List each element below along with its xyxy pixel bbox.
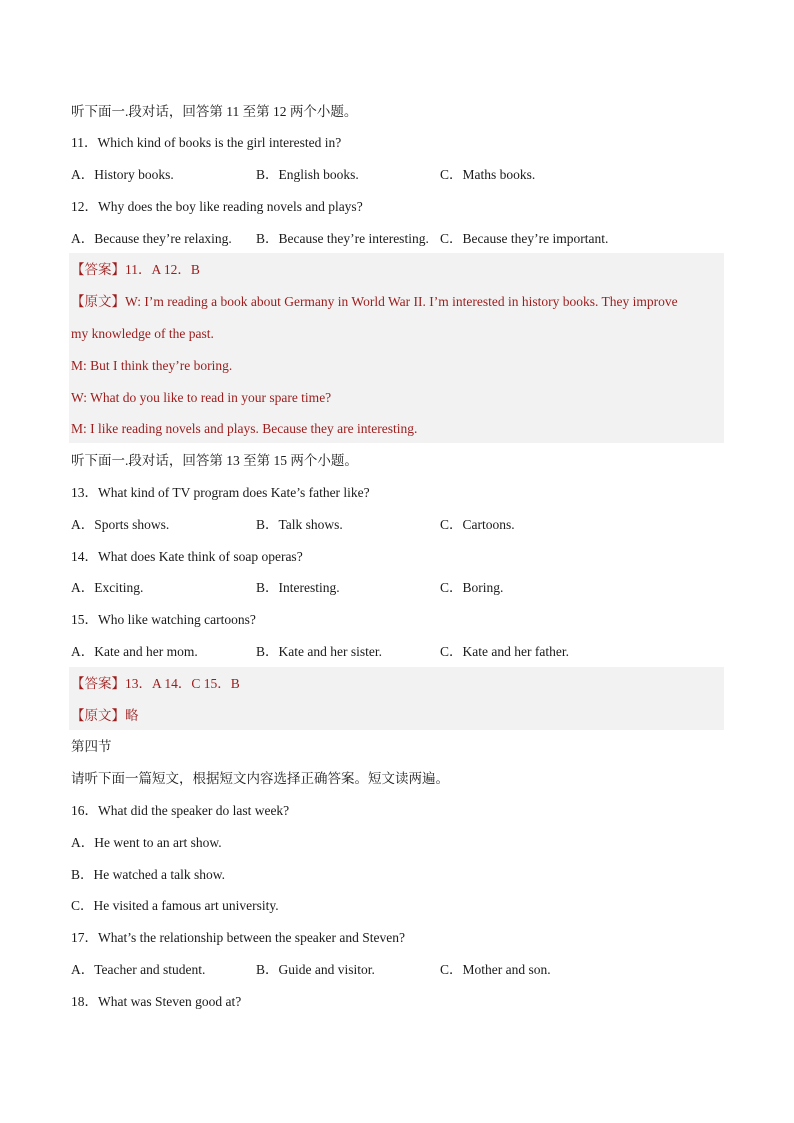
option-a: A．Sports shows. [71, 517, 170, 532]
question-stem: 17．What’s the relationship between the speaker and Steven? [71, 930, 406, 945]
option-c: C．He visited a famous art university. [71, 898, 279, 913]
options-row [71, 572, 724, 604]
transcript-line: W: What do you like to read in your spare time? [71, 390, 332, 405]
question-stem: 13．What kind of TV program does Kate’s father like? [71, 485, 370, 500]
question-stem: 12．Why does the boy like reading novels and plays? [71, 199, 363, 214]
question-stem: 11．Which kind of books is the girl interested in? [71, 135, 342, 150]
option-b: B．Kate and her sister. [256, 644, 382, 659]
options-row [71, 509, 724, 541]
option-a: A．Teacher and student. [71, 962, 206, 977]
option-c: C．Because they’re important. [440, 231, 609, 246]
option-c: C．Kate and her father. [440, 644, 569, 659]
transcript-line: my knowledge of the past. [71, 326, 214, 341]
transcript-line: 【原文】W: I’m reading a book about Germany in World War II. I’m interested in history books. They improve [71, 294, 678, 309]
section-intro: 听下面一.段对话，回答第 13 至第 15 两个小题。 [71, 453, 358, 468]
option-a: A．Kate and her mom. [71, 644, 198, 659]
option-a: A．Exciting. [71, 580, 144, 595]
option-b: B．He watched a talk show. [71, 867, 225, 882]
question-stem: 18．What was Steven good at? [71, 994, 242, 1009]
option-b: B．Because they’re interesting. [256, 231, 429, 246]
transcript-line: M: I like reading novels and plays. Because they are interesting. [71, 421, 418, 436]
section-heading: 第四节 [71, 739, 112, 754]
section-intro: 请听下面一篇短文，根据短文内容选择正确答案。短文读两遍。 [71, 771, 449, 786]
question-stem: 16．What did the speaker do last week? [71, 803, 290, 818]
option-c: C．Cartoons. [440, 517, 515, 532]
option-b: B．Talk shows. [256, 517, 343, 532]
options-row [71, 636, 724, 668]
option-c: C．Maths books. [440, 167, 536, 182]
option-a: A．History books. [71, 167, 174, 182]
option-c: C．Mother and son. [440, 962, 551, 977]
section-intro: 听下面一.段对话，回答第 11 至第 12 两个小题。 [71, 104, 358, 119]
answer-key: 【答案】11．A 12．B [71, 262, 200, 277]
option-a: A．Because they’re relaxing. [71, 231, 232, 246]
option-b: B．English books. [256, 167, 359, 182]
transcript-line: 【原文】略 [71, 708, 139, 723]
options-row [71, 223, 724, 255]
answer-key: 【答案】13．A 14．C 15．B [71, 676, 240, 691]
option-b: B．Interesting. [256, 580, 340, 595]
question-stem: 14．What does Kate think of soap operas? [71, 549, 303, 564]
option-c: C．Boring. [440, 580, 504, 595]
transcript-line: M: But I think they’re boring. [71, 358, 233, 373]
options-row [71, 954, 724, 986]
options-row [71, 159, 724, 191]
option-a: A．He went to an art show. [71, 835, 222, 850]
option-b: B．Guide and visitor. [256, 962, 375, 977]
question-stem: 15．Who like watching cartoons? [71, 612, 256, 627]
